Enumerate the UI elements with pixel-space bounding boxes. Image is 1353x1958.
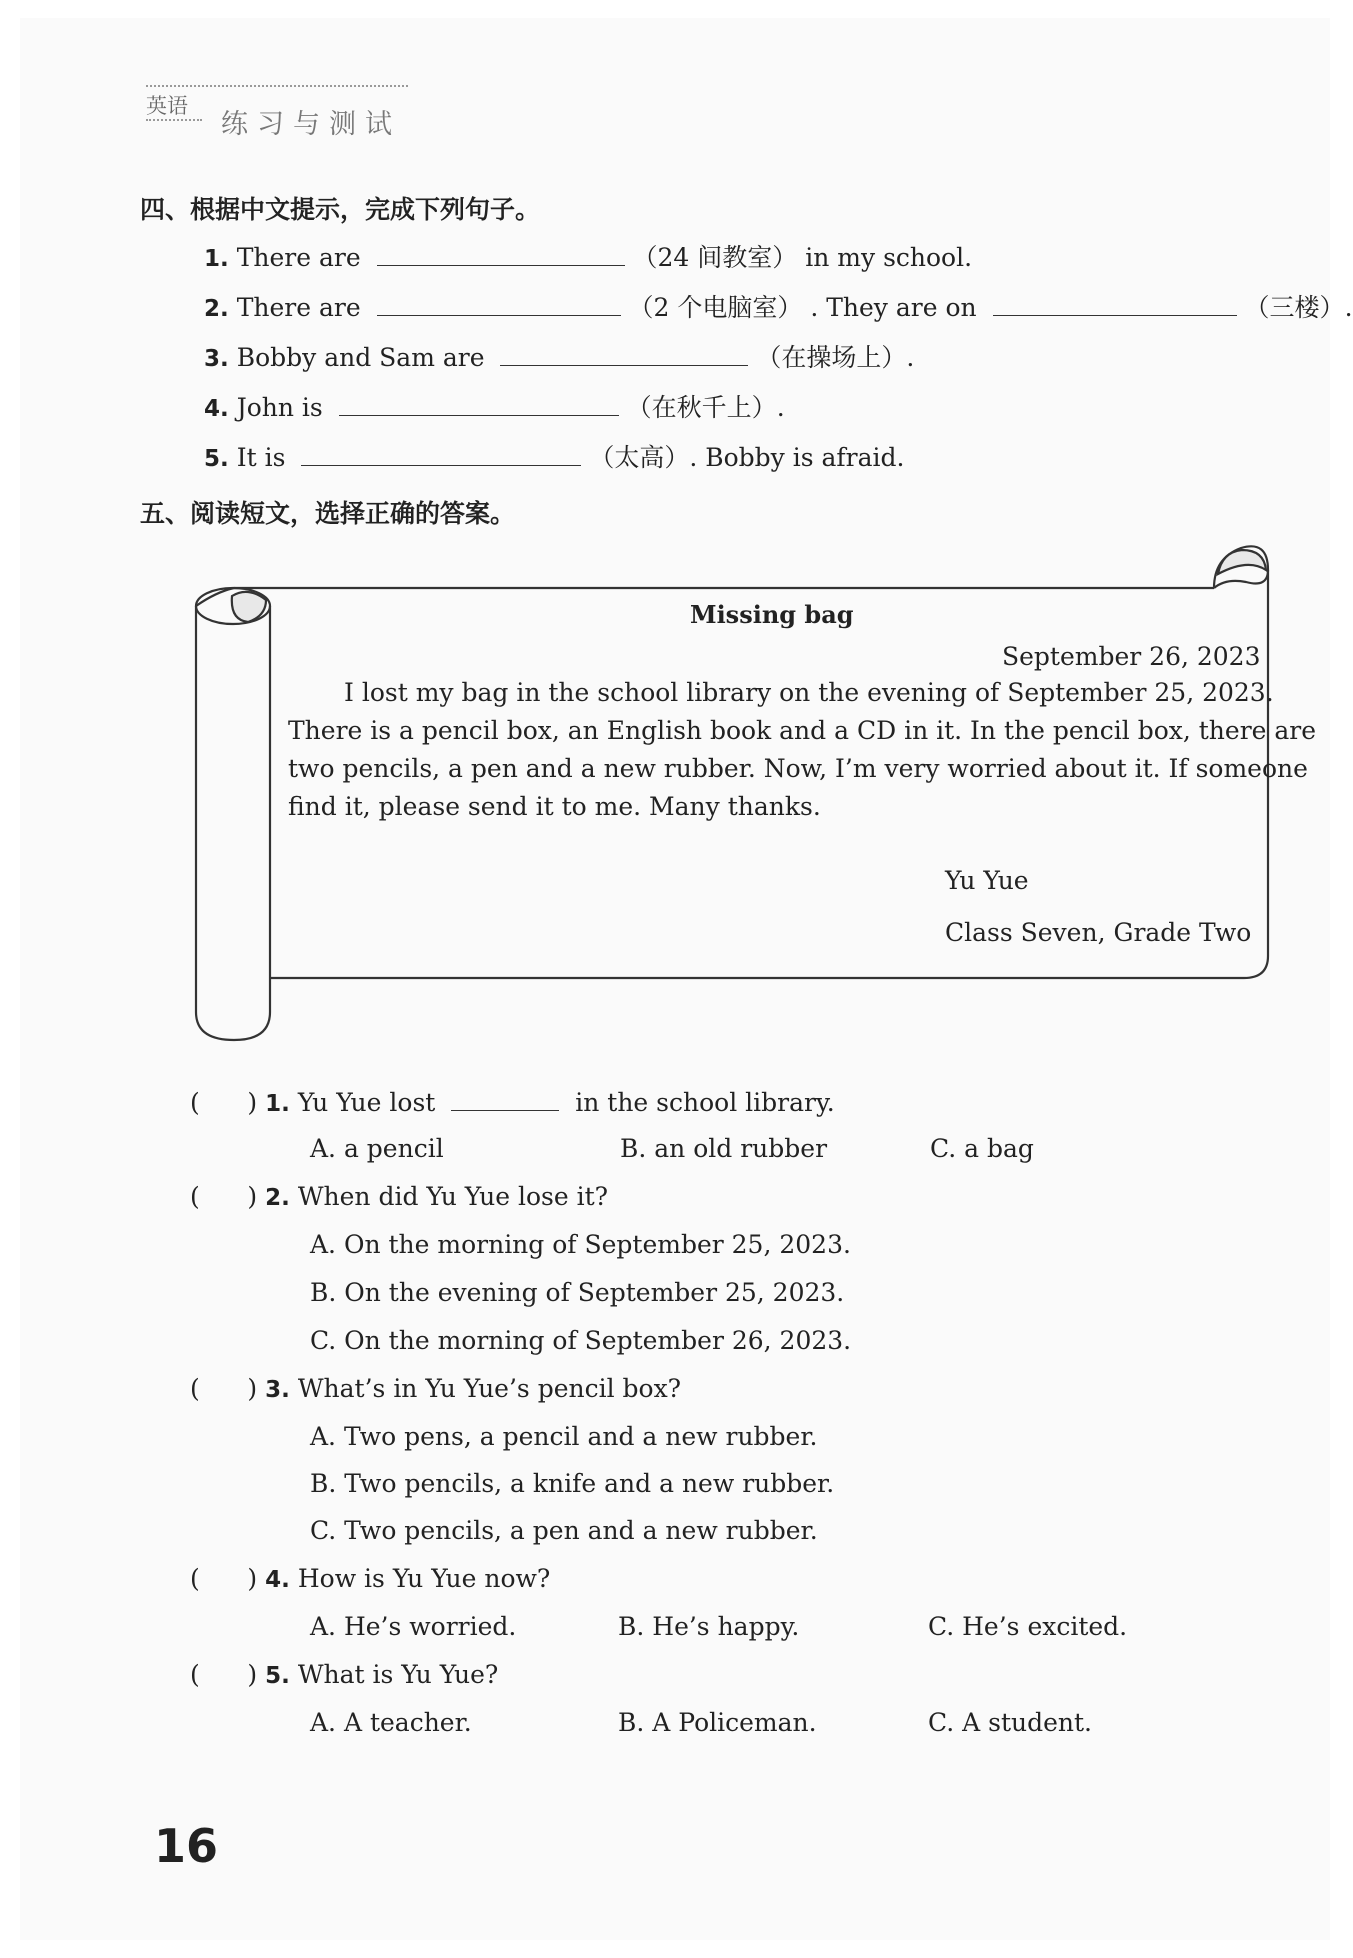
option-4c[interactable]: C. He’s excited. xyxy=(928,1612,1128,1641)
option-1b[interactable]: B. an old rubber xyxy=(620,1134,828,1163)
question-number: 2. xyxy=(265,1185,290,1211)
letter-line: I lost my bag in the school library on the evening of September 25, 2023. xyxy=(344,678,1274,707)
item-text: . They are on xyxy=(810,293,977,322)
option-1a[interactable]: A. a pencil xyxy=(310,1134,444,1163)
item-text: Bobby and Sam are xyxy=(236,343,485,372)
book-title: 练习与测试 xyxy=(221,109,401,140)
answer-paren[interactable]: ( ) xyxy=(190,1182,258,1211)
answer-blank[interactable] xyxy=(500,341,748,366)
question-2 xyxy=(190,1182,608,1211)
item-text: in my school. xyxy=(805,243,973,272)
item-number: 4. xyxy=(204,396,229,422)
question-number: 1. xyxy=(265,1091,290,1117)
answer-blank[interactable] xyxy=(377,291,621,316)
option-4b[interactable]: B. He’s happy. xyxy=(618,1612,800,1641)
subject-tag: 英语 xyxy=(146,94,188,118)
question-4 xyxy=(190,1564,550,1593)
question-stem: Yu Yue lost xyxy=(297,1088,436,1117)
chinese-hint: （太高） xyxy=(589,443,690,472)
question-stem: When did Yu Yue lose it? xyxy=(297,1182,609,1211)
answer-paren[interactable]: ( ) xyxy=(190,1374,258,1403)
question-5 xyxy=(190,1660,498,1689)
option-3a[interactable]: A. Two pens, a pencil and a new rubber. xyxy=(310,1422,818,1451)
subject-tag-underline xyxy=(146,119,202,121)
answer-blank[interactable] xyxy=(451,1086,559,1111)
option-2c[interactable]: C. On the morning of September 26, 2023. xyxy=(310,1326,852,1355)
option-1c[interactable]: C. a bag xyxy=(930,1134,1034,1163)
letter-line: There is a pencil box, an English book and a CD in it. In the pencil box, there are xyxy=(288,716,1317,745)
item-text: . Bobby is afraid. xyxy=(689,443,905,472)
question-number: 5. xyxy=(265,1663,290,1689)
chinese-hint: （在操场上） xyxy=(756,343,907,372)
letter-class: Class Seven, Grade Two xyxy=(945,918,1252,947)
answer-blank[interactable] xyxy=(993,291,1237,316)
item-text: There are xyxy=(236,243,361,272)
letter-title: Missing bag xyxy=(690,600,854,629)
header-dotted-rule xyxy=(146,85,408,87)
option-2a[interactable]: A. On the morning of September 25, 2023. xyxy=(310,1230,851,1259)
item-number: 2. xyxy=(204,296,229,322)
question-3 xyxy=(190,1374,681,1403)
option-5c[interactable]: C. A student. xyxy=(928,1708,1093,1737)
page-number: 16 xyxy=(154,1819,219,1873)
letter-signature: Yu Yue xyxy=(945,866,1029,895)
answer-paren[interactable]: ( ) xyxy=(190,1660,258,1689)
fill-item-5 xyxy=(204,438,904,474)
fill-item-1 xyxy=(204,238,972,274)
chinese-hint: （在秋千上） xyxy=(626,393,777,422)
option-3b[interactable]: B. Two pencils, a knife and a new rubber. xyxy=(310,1469,835,1498)
letter-date: September 26, 2023 xyxy=(1002,642,1261,671)
option-2b[interactable]: B. On the evening of September 25, 2023. xyxy=(310,1278,845,1307)
item-text: There are xyxy=(236,293,361,322)
question-stem: What is Yu Yue? xyxy=(297,1660,499,1689)
item-number: 5. xyxy=(204,446,229,472)
answer-paren[interactable]: ( ) xyxy=(190,1564,258,1593)
item-text: . xyxy=(1344,293,1353,322)
chinese-hint: （2 个电脑室） xyxy=(628,293,803,322)
answer-blank[interactable] xyxy=(339,391,619,416)
option-4a[interactable]: A. He’s worried. xyxy=(310,1612,517,1641)
answer-paren[interactable]: ( ) xyxy=(190,1088,258,1117)
answer-blank[interactable] xyxy=(377,241,625,266)
option-3c[interactable]: C. Two pencils, a pen and a new rubber. xyxy=(310,1516,818,1545)
workbook-page xyxy=(20,18,1353,1940)
question-stem: in the school library. xyxy=(575,1088,835,1117)
letter-line: find it, please send it to me. Many thanks. xyxy=(288,792,821,821)
fill-item-3 xyxy=(204,338,914,374)
item-text: John is xyxy=(236,393,323,422)
answer-blank[interactable] xyxy=(301,441,581,466)
option-5a[interactable]: A. A teacher. xyxy=(310,1708,472,1737)
item-text: . xyxy=(906,343,915,372)
question-stem: How is Yu Yue now? xyxy=(297,1564,551,1593)
question-number: 4. xyxy=(265,1567,290,1593)
chinese-hint: （24 间教室） xyxy=(632,243,798,272)
section5-heading: 五、阅读短文，选择正确的答案。 xyxy=(140,499,516,528)
fill-item-4 xyxy=(204,388,785,424)
item-text: It is xyxy=(236,443,286,472)
item-number: 1. xyxy=(204,246,229,272)
question-stem: What’s in Yu Yue’s pencil box? xyxy=(297,1374,682,1403)
section4-heading: 四、根据中文提示，完成下列句子。 xyxy=(140,195,541,224)
question-1 xyxy=(190,1086,835,1117)
question-number: 3. xyxy=(265,1377,290,1403)
item-number: 3. xyxy=(204,346,229,372)
item-text: . xyxy=(776,393,785,422)
option-5b[interactable]: B. A Policeman. xyxy=(618,1708,817,1737)
fill-item-2 xyxy=(204,288,1353,324)
chinese-hint: （三楼） xyxy=(1244,293,1345,322)
letter-line: two pencils, a pen and a new rubber. Now, I’m very worried about it. If someone xyxy=(288,754,1308,783)
